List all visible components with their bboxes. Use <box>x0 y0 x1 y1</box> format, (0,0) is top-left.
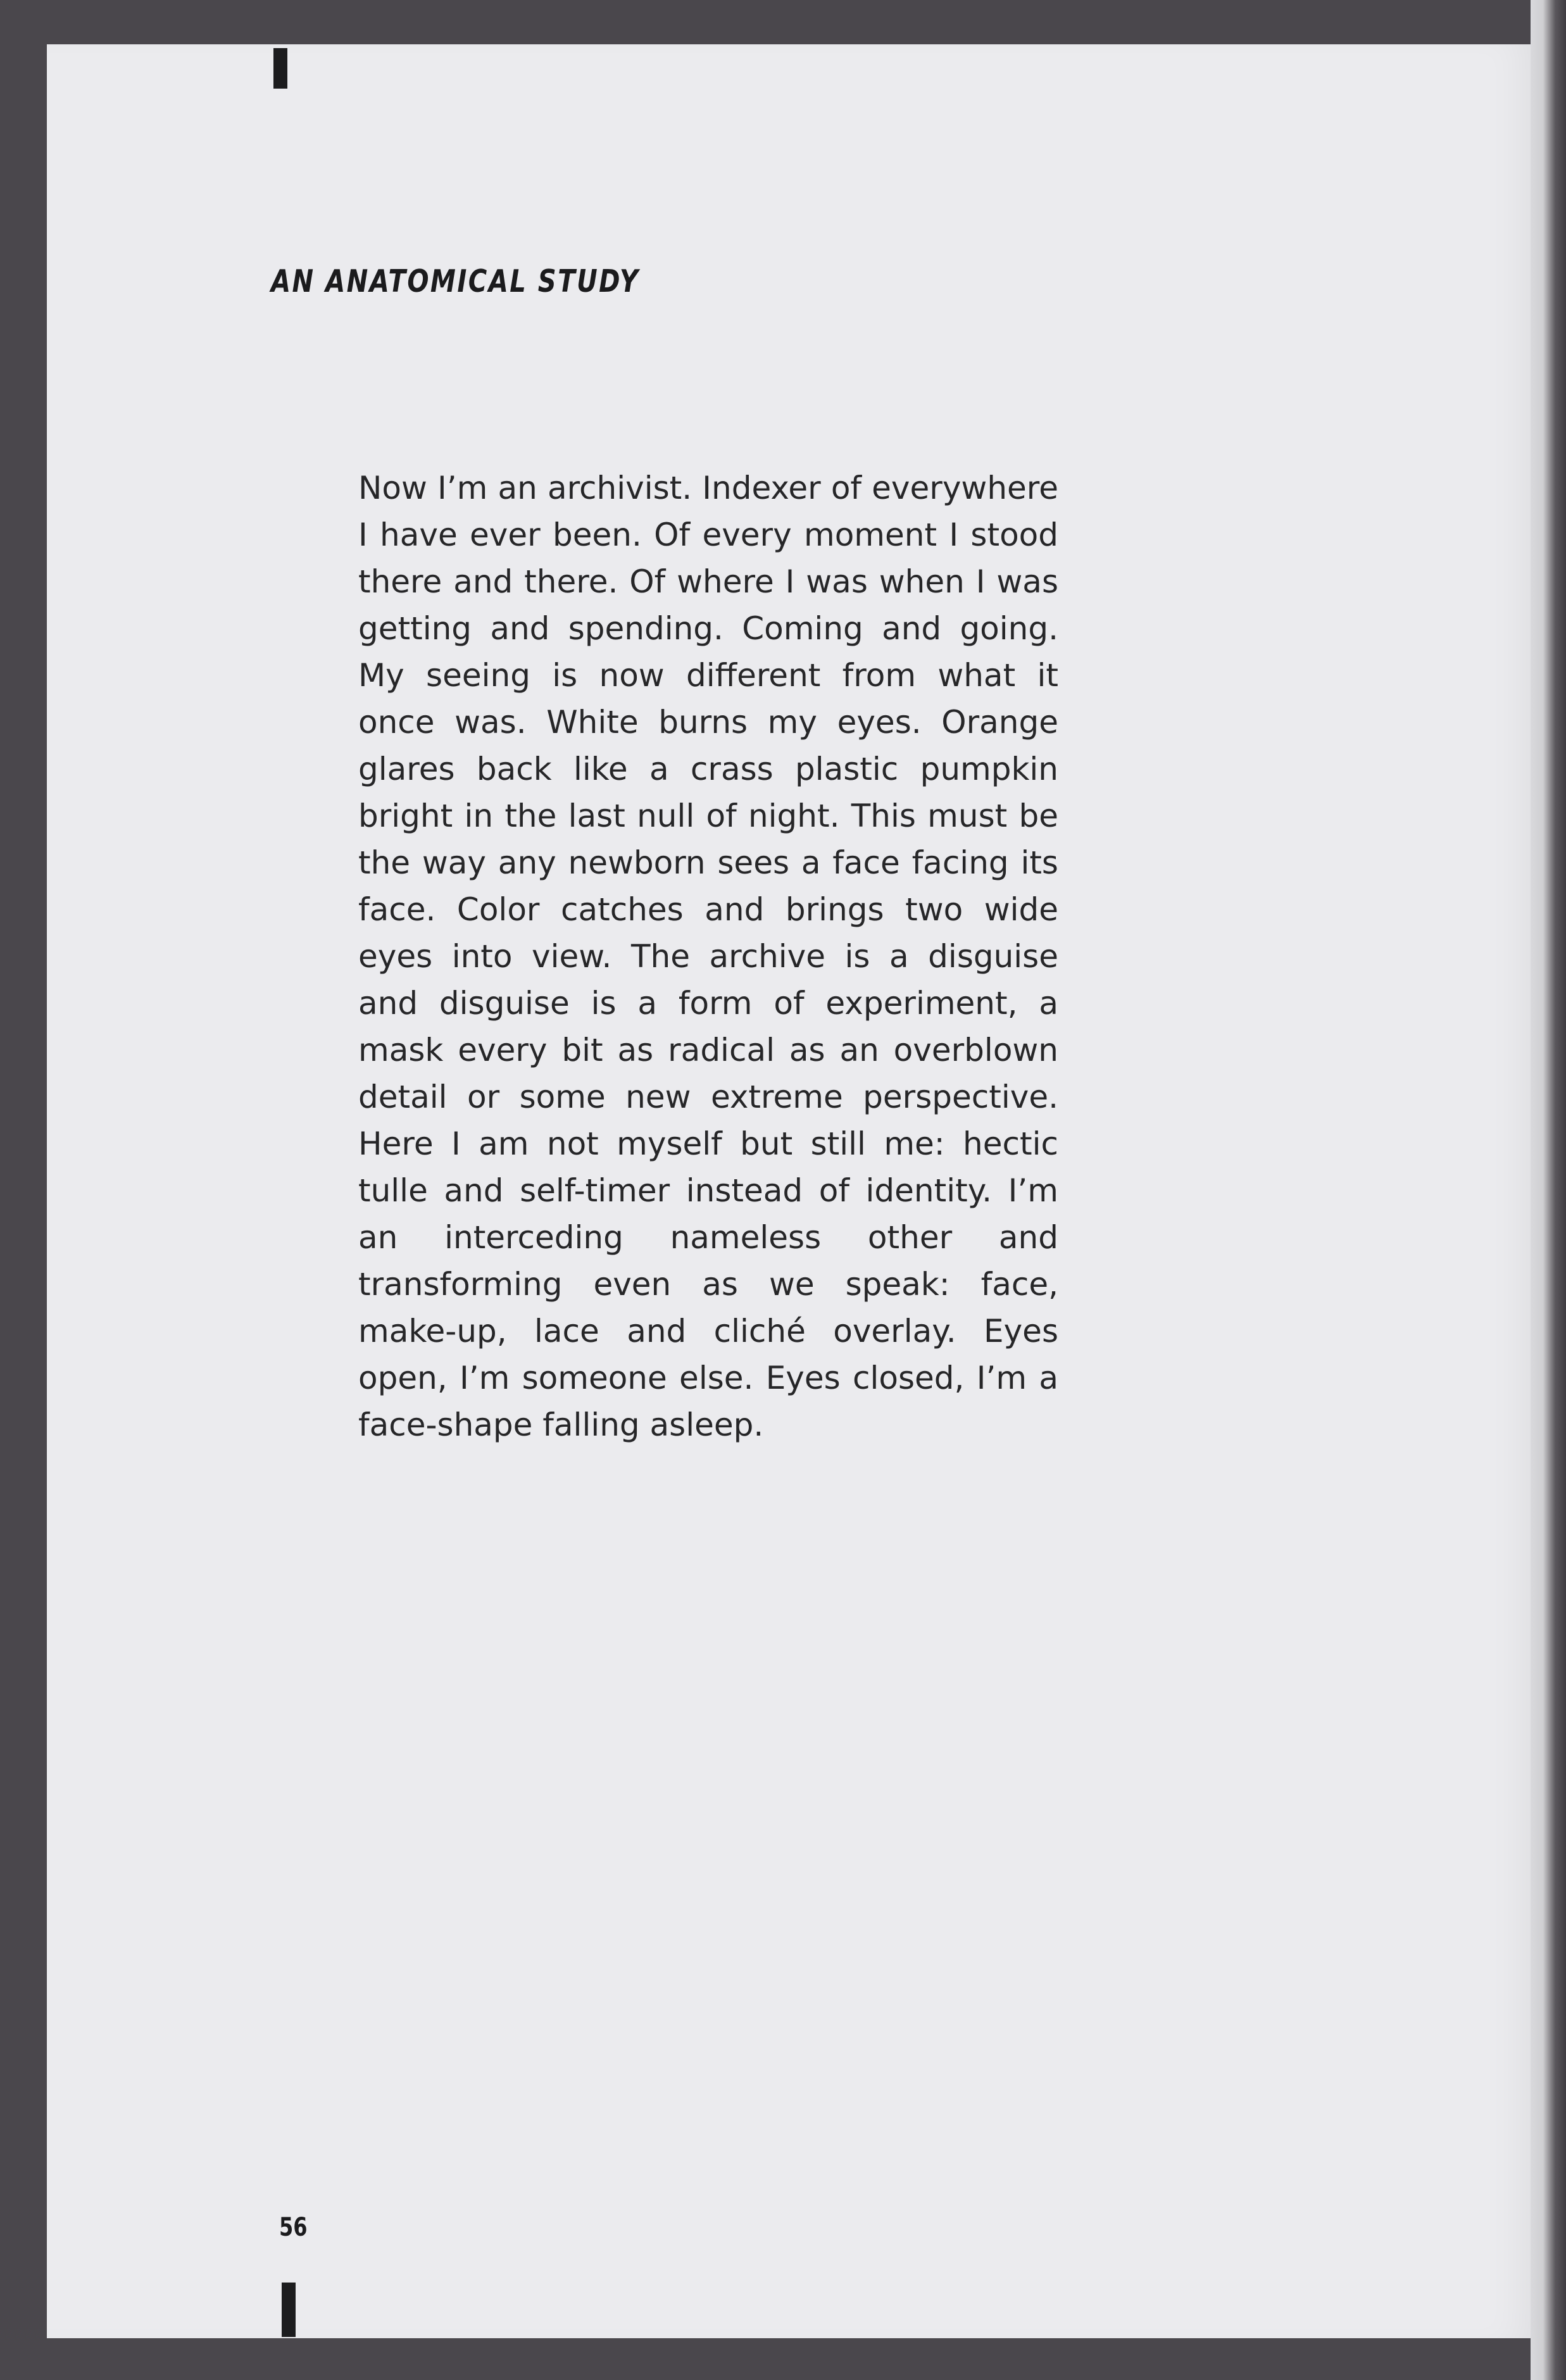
body-paragraph: Now I’m an archivist. Indexer of everywhere I have ever been. Of every moment I stood there and there. Of where I was when I was getting and spending. Coming and going. My seeing is now different from what it once was. White burns my eyes. Orange glares back like a crass plastic pumpkin bright in the last null of night. This must be the way any newborn sees a face facing its face. Color catches and brings two wide eyes into view. The archive is a disguise and disguise is a form of experiment, a mask every bit as radical as an overblown detail or some new extreme perspective. Here I am not myself but still me: hectic tulle and self-timer instead of identity. I’m an interceding nameless other and transforming even as we speak: face, make-up, lace and cliché overlay. Eyes open, I’m someone else. Eyes closed, I’m a face-shape falling asleep. <box>358 470 1058 1443</box>
page-edge <box>1531 0 1566 2380</box>
crop-mark-bottom <box>282 2283 296 2337</box>
running-head: AN ANATOMICAL STUDY <box>271 263 640 299</box>
crop-mark-top <box>273 48 287 89</box>
page-number: 56 <box>279 2213 308 2242</box>
